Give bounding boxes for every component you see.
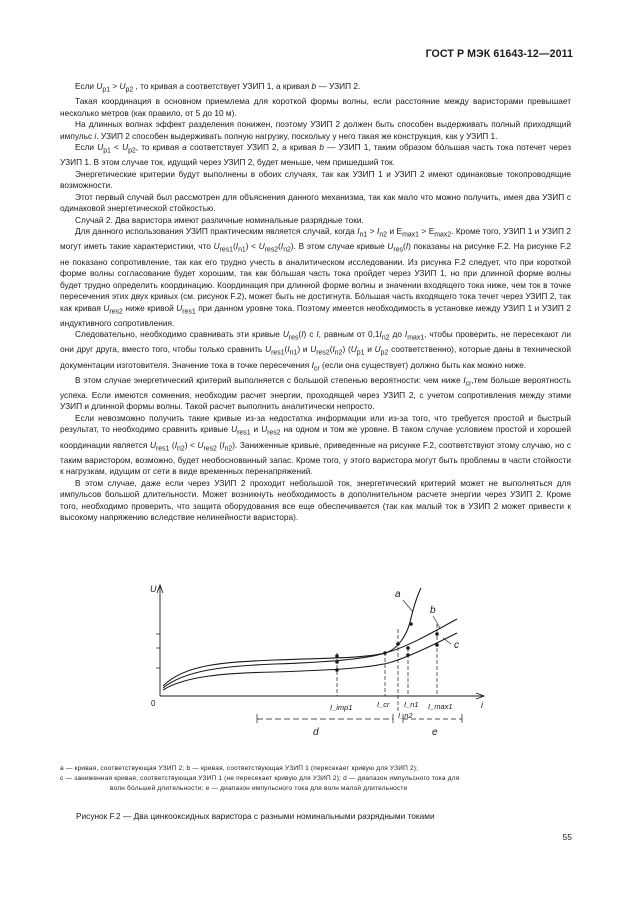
leader-b <box>433 616 440 628</box>
point <box>335 668 339 672</box>
point <box>435 643 439 647</box>
paragraph: Если $U_{р1} < U_{р2}$, то кривая a соответствует УЗИП 2, а кривая b — УЗИП 1, таким образом бóльшая часть тока потечет через УЗИП 1. В этом случае ток, идущий через УЗИП 2, будет меньше, чем пришедший ток. <box>60 142 571 168</box>
x-axis-label: i <box>481 700 483 710</box>
point <box>335 654 339 658</box>
standard-header: ГОСТ Р МЭК 61643-12—2011 <box>425 48 573 60</box>
tick-label-imp1: I_imp1 <box>330 703 353 712</box>
figure-legend <box>60 764 571 794</box>
paragraph: Если невозможно получить такие кривые из-за недостатка информации или из-за того, что требуется простой и быстрый результат, то необходимо сравнить кривые $U_{res1}$ и $U_{res2}$ на одном и том же уровне. В таком случае условием простой и хорошей координации является $U_{res1}$ $(I_{n2}) < U_{res2}$ $(I_{n2})$. Заниженные кривые, приведенные на рисунке F.2, соответствуют этому случаю, но с таким варистором, возможно, будет необоснованный запас. Кроме того, у этого варистора могут быть проблемы в части стойкости к нагрузкам, идущим от сети в виде временных перенапряжений. <box>60 412 572 477</box>
tick-label-n1: I_n1 <box>404 700 419 709</box>
point <box>406 653 410 657</box>
y-axis-label: U <box>150 584 157 594</box>
point <box>406 646 410 650</box>
leader-c <box>443 638 451 644</box>
legend-line: волн бóльшей длительности; e — диапазон импульсного тока для волн малой длительности <box>110 785 408 792</box>
point <box>409 622 413 626</box>
range-label-e: e <box>432 727 438 738</box>
paragraph: Для данного использования УЗИП практическим является случай, когда $I_{n1} > I_{n2}$ и $E_{max1} > E_{max2}$. Кроме того, УЗИП 1 и УЗИП 2 могут иметь такие характеристики, что $U_{res1}(I_{n1}) < U_{res2}(I_{n2})$. В этом случае кривые $U_{res}(I)$ показаны на рисунке F.2. На рисунке F.2 не показано сопротивление, так как его трудно учесть в аналитическом исследовании. Из рисунка F.2 следует, что при короткой форме волны согласование будет хорошим, так как бóльшая часть тока пройдет через УЗИП 1, но при длинной форме волны будет трудно определить координацию. Координация при длинной форме волны и значении входящего тока ниже, чем ток в точке пересечения этих двух кривых (см. рисунок F.2), может быть не достигнута. Бóльшая часть входящего тока течет через УЗИП 2, так как кривая $U_{res2}$ ниже кривой $U_{res1}$ при данном уровне тока. Поэтому имеется необходимость в установке между УЗИП 1 и УЗИП 2 индуктивного сопротивления. <box>60 226 572 328</box>
origin-label: 0 <box>151 699 156 708</box>
point <box>396 642 400 646</box>
tick-label-cr: I_cr <box>377 700 390 709</box>
point <box>435 632 439 636</box>
varistor-curves-diagram <box>85 576 505 746</box>
curve-label-a: a <box>395 589 401 600</box>
paragraph: Случай 2. Два варистора имеют различные номинальные разрядные токи. <box>75 214 364 225</box>
paragraph: В этом случае, даже если через УЗИП 2 проходит небольшой ток, энергетический критерий может не выполняться для импульсов большой длительности. Может возникнуть необходимость в дополнительном расчете энергии через УЗИП 2. Кроме того, необходимо проверить, что защита оборудования все еще обеспечивается (так как малый ток в УЗИП 2 может привести к высокому напряжению вследствие нелинейности варистора). <box>60 477 571 523</box>
curve-label-b: b <box>430 605 436 616</box>
leader-a <box>403 600 413 612</box>
range-label-d: d <box>313 727 319 738</box>
paragraph: Если $U_{р1} > U_{р2}$ , то кривая a соответствует УЗИП 1, а кривая b — УЗИП 2. <box>75 81 361 94</box>
paragraph: В этом случае энергетический критерий выполняется с большой степенью вероятности: чем ниже $I_{cr},тем$ больше вероятность успеха. Если имеются сомнения, необходим расчет энергии, проходящей через УЗИП 2, с учетом сопротивления между этими УЗИП и длинной формы волны. Такой расчет выполнить аналитически непросто. <box>60 374 571 412</box>
paragraph: Энергетические критерии будут выполнены в обоих случаях, так как УЗИП 1 и УЗИП 2 имеют одинаковые токопроводящие возможности. <box>60 168 571 191</box>
point <box>335 660 339 664</box>
figure-f2 <box>85 576 505 746</box>
paragraph: Следовательно, необходимо сравнивать эти кривые $U_{res}(I)$ с I, равным от $0,1I_{n2}$ до $I_{max1}$, чтобы проверить, не пересекают ли они друг друга, вместо того, чтобы только сравнить $U_{res1}(I_{n1})$ и $U_{res2}(I_{n2})$ ($U_{р1}$ и $U_{р2}$ соответственно), которые даны в технической документации изготовителя. Значение тока в точке пересечения $I_{cr}$ (если она существует) должно быть как можно ниже. <box>60 329 571 373</box>
page-number: 55 <box>562 832 572 842</box>
curve-label-c: c <box>454 640 459 651</box>
body-text <box>60 81 571 524</box>
legend-line: c — заниженная кривая, соответствующая УЗИП 1 (не пересекает кривую для УЗИП 2); d — диапазон импульсного тока для <box>60 775 460 782</box>
tick-label-max1: I_max1 <box>428 702 453 711</box>
paragraph: Этот первый случай был рассмотрен для объяснения данного механизма, так как мало что можно получить, имея два УЗИП с одинаковой энергетической стойкостью. <box>60 191 571 214</box>
figure-caption: Рисунок F.2 — Два цинкооксидных варистора с разными номинальными разрядными токами <box>76 811 435 821</box>
tick-label-n2: I_n2 <box>398 711 413 720</box>
point <box>383 651 387 655</box>
paragraph: Такая координация в основном приемлема для короткой формы волны, если расстояние между варисторами превышает несколько метров (как правило, от 5 до 10 м). <box>60 96 571 118</box>
curve-c <box>163 633 457 690</box>
legend-line: a — кривая, соответствующая УЗИП 2; b — кривая, соответствующая УЗИП 1 (пересекает кривую для УЗИП 2); <box>60 765 419 772</box>
paragraph: На длинных волнах эффект разделения понижен, поэтому УЗИП 2 должен быть способен выдерживать полный приходящий импульс i. УЗИП 2 способен выдерживать полную нагрузку, поскольку у него такая же конструкция, как у УЗИП 1. <box>60 119 571 141</box>
